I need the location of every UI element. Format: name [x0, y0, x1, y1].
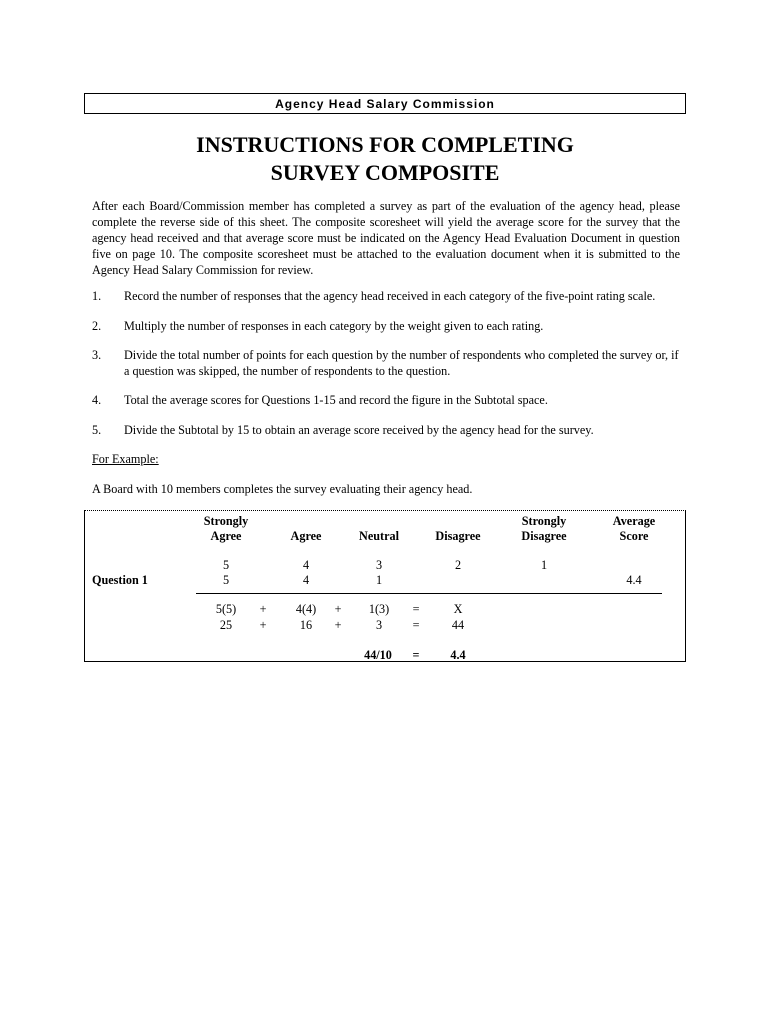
table-divider	[196, 593, 662, 594]
example-intro: A Board with 10 members completes the survey evaluating their agency head.	[92, 482, 473, 496]
calc2-plus-2: +	[334, 618, 342, 632]
header-strongly-disagree-1: Strongly	[521, 514, 567, 528]
final-result: 4.4	[450, 648, 466, 662]
responses-agree: 4	[302, 573, 310, 587]
calc1-result: X	[453, 602, 463, 616]
header-agree: Agree	[290, 529, 322, 543]
header-strongly-agree-2: Agree	[210, 529, 242, 543]
page-title-line-2: SURVEY COMPOSITE	[270, 160, 500, 185]
header-strongly-disagree-2: Disagree	[521, 529, 567, 543]
step-text: Multiply the number of responses in each category by the weight given to each rating.	[124, 319, 544, 333]
weight-strongly-disagree: 1	[540, 558, 548, 572]
calc2-equals: =	[412, 618, 420, 632]
step-number: 5.	[92, 423, 102, 437]
calc2-term-3: 3	[375, 618, 383, 632]
header-strongly-agree-1: Strongly	[203, 514, 249, 528]
intro-paragraph: After each Board/Commission member has completed a survey as part of the evaluation of the agency head, please complete the reverse side of this sheet. The composite scoresheet will yield the average score for the survey that the agency head received and that average score must be indicated on the Agency Head Evaluation Document in question five on page 10. The composite scoresheet must be attached to the evaluation document when it is submitted to the Agency Head Salary Commission for review.	[92, 199, 680, 277]
calc2-term-1: 25	[219, 618, 233, 632]
calc1-term-3: 1(3)	[368, 602, 390, 616]
header-disagree: Disagree	[435, 529, 481, 543]
average-score: 4.4	[626, 573, 642, 587]
final-fraction: 44/10	[364, 648, 392, 662]
calc2-result: 44	[451, 618, 465, 632]
calc2-term-2: 16	[299, 618, 313, 632]
weight-neutral: 3	[375, 558, 383, 572]
step-text: Divide the total number of points for each question by the number of respondents who completed the survey or, if a question was skipped, the number of respondents to the question.	[124, 348, 679, 378]
example-label: For Example:	[92, 452, 159, 466]
responses-strongly-agree: 5	[222, 573, 230, 587]
weight-strongly-agree: 5	[222, 558, 230, 572]
weight-agree: 4	[302, 558, 310, 572]
step-text: Record the number of responses that the agency head received in each category of the five-point rating scale.	[124, 289, 656, 303]
step-text: Total the average scores for Questions 1-15 and record the figure in the Subtotal space.	[124, 393, 548, 407]
step-number: 2.	[92, 319, 102, 333]
header-average-2: Score	[619, 529, 649, 543]
final-equals: =	[412, 648, 420, 662]
weight-disagree: 2	[454, 558, 462, 572]
calc1-plus-1: +	[259, 602, 267, 616]
step-text: Divide the Subtotal by 15 to obtain an average score received by the agency head for the survey.	[124, 423, 594, 437]
header-average-1: Average	[612, 514, 656, 528]
responses-neutral: 1	[375, 573, 383, 587]
calc2-plus-1: +	[259, 618, 267, 632]
calc1-term-1: 5(5)	[215, 602, 237, 616]
step-number: 1.	[92, 289, 102, 303]
page-title-line-1: INSTRUCTIONS FOR COMPLETING	[196, 132, 574, 157]
calc1-equals: =	[412, 602, 420, 616]
calc1-plus-2: +	[334, 602, 342, 616]
commission-header: Agency Head Salary Commission	[84, 93, 686, 114]
calc1-term-2: 4(4)	[295, 602, 317, 616]
step-number: 3.	[92, 348, 102, 362]
header-neutral: Neutral	[359, 529, 399, 543]
step-number: 4.	[92, 393, 102, 407]
question-1-label: Question 1	[92, 573, 148, 587]
